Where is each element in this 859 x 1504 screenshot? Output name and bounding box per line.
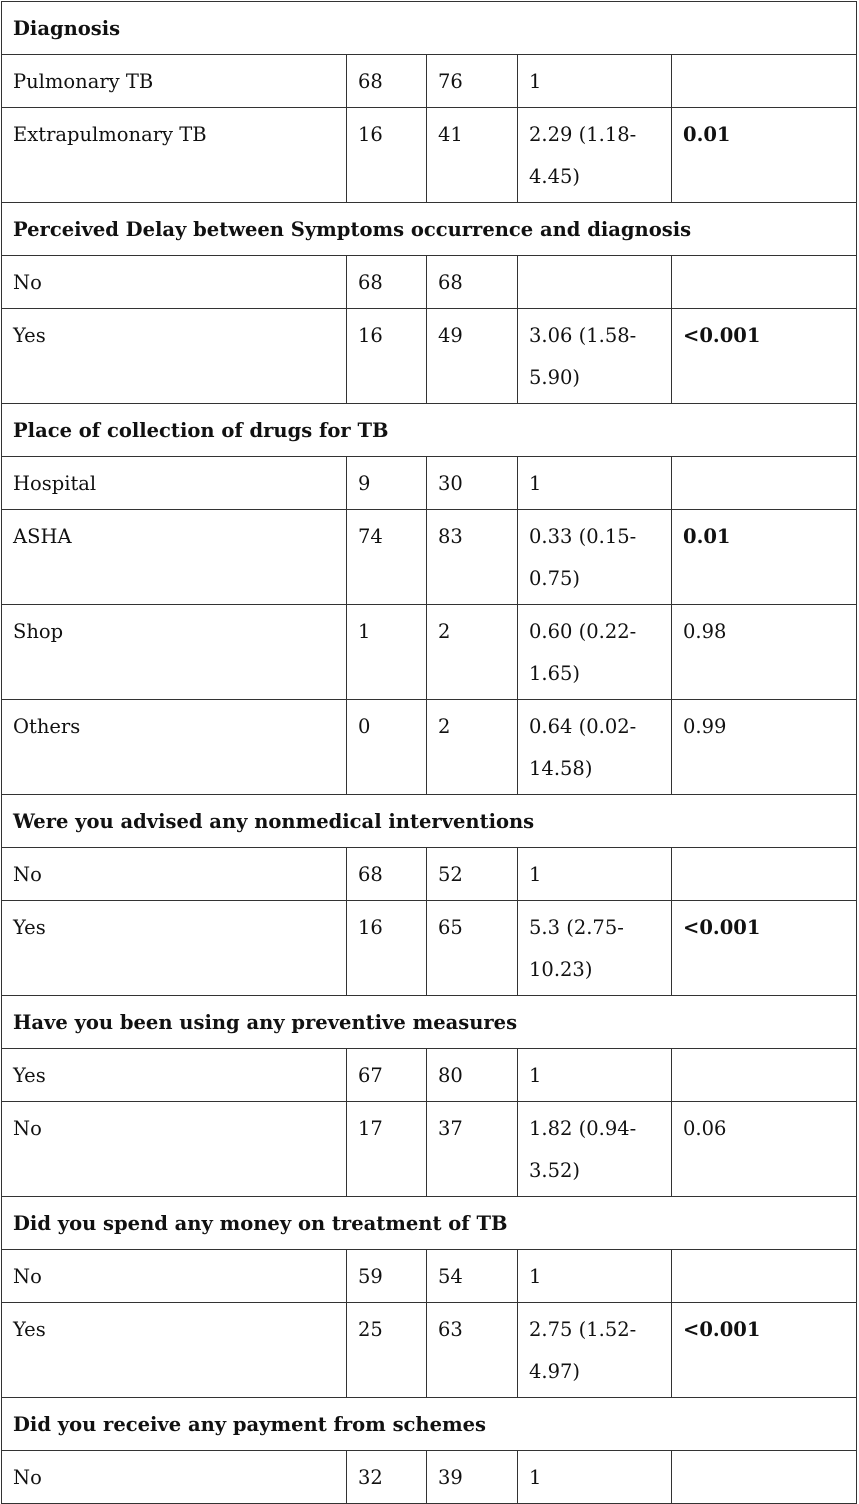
section-heading: Perceived Delay between Symptoms occurrence and diagnosis: [2, 203, 857, 256]
section-header-row: [2, 203, 857, 256]
row-label-cell: Others: [2, 700, 347, 795]
table-row: [2, 700, 857, 795]
table-row: [2, 510, 857, 605]
table-row: [2, 457, 857, 510]
odds-ratio-cell: 0.33 (0.15-0.75): [518, 510, 672, 605]
count-b-cell: 65: [427, 901, 518, 996]
row-label-cell: Yes: [2, 1303, 347, 1398]
p-value-cell: 0.01: [672, 108, 857, 203]
odds-ratio-cell: 1: [518, 1049, 672, 1102]
row-label-cell: Yes: [2, 1049, 347, 1102]
table-body: [2, 2, 857, 1504]
table-row: [2, 1049, 857, 1102]
odds-ratio-cell: 1.82 (0.94-3.52): [518, 1102, 672, 1197]
table-row: [2, 309, 857, 404]
count-a-cell: 9: [347, 457, 427, 510]
p-value-cell: <0.001: [672, 901, 857, 996]
section-header-row: [2, 2, 857, 55]
section-header-row: [2, 795, 857, 848]
odds-ratio-cell: [518, 256, 672, 309]
odds-ratio-cell: 1: [518, 1250, 672, 1303]
row-label-cell: Extrapulmonary TB: [2, 108, 347, 203]
odds-ratio-cell: 1: [518, 1451, 672, 1504]
count-b-cell: 68: [427, 256, 518, 309]
count-b-cell: 76: [427, 55, 518, 108]
section-header-row: [2, 1197, 857, 1250]
p-value-cell: 0.99: [672, 700, 857, 795]
odds-ratio-cell: 0.64 (0.02-14.58): [518, 700, 672, 795]
count-b-cell: 54: [427, 1250, 518, 1303]
count-b-cell: 30: [427, 457, 518, 510]
table-row: [2, 55, 857, 108]
row-label-cell: No: [2, 848, 347, 901]
odds-ratio-cell: 0.60 (0.22-1.65): [518, 605, 672, 700]
count-a-cell: 68: [347, 55, 427, 108]
row-label-cell: Hospital: [2, 457, 347, 510]
table-row: [2, 1250, 857, 1303]
section-heading: Place of collection of drugs for TB: [2, 404, 857, 457]
p-value-cell: 0.06: [672, 1102, 857, 1197]
p-value-cell: 0.01: [672, 510, 857, 605]
p-value-cell: [672, 55, 857, 108]
count-a-cell: 32: [347, 1451, 427, 1504]
p-value-cell: [672, 848, 857, 901]
row-label-cell: Yes: [2, 901, 347, 996]
section-heading: Were you advised any nonmedical interventions: [2, 795, 857, 848]
table-row: [2, 256, 857, 309]
count-b-cell: 41: [427, 108, 518, 203]
row-label-cell: No: [2, 1102, 347, 1197]
p-value-cell: [672, 256, 857, 309]
section-header-row: [2, 404, 857, 457]
count-a-cell: 74: [347, 510, 427, 605]
row-label-cell: No: [2, 1451, 347, 1504]
count-a-cell: 68: [347, 848, 427, 901]
table-row: [2, 108, 857, 203]
count-b-cell: 52: [427, 848, 518, 901]
odds-ratio-cell: 2.75 (1.52-4.97): [518, 1303, 672, 1398]
table-row: [2, 901, 857, 996]
table-row: [2, 605, 857, 700]
section-heading: Did you spend any money on treatment of TB: [2, 1197, 857, 1250]
table-row: [2, 1451, 857, 1504]
count-a-cell: 16: [347, 901, 427, 996]
row-label-cell: No: [2, 256, 347, 309]
count-a-cell: 68: [347, 256, 427, 309]
odds-ratio-cell: 1: [518, 848, 672, 901]
count-a-cell: 59: [347, 1250, 427, 1303]
odds-ratio-cell: 1: [518, 55, 672, 108]
count-a-cell: 16: [347, 309, 427, 404]
count-a-cell: 67: [347, 1049, 427, 1102]
count-b-cell: 39: [427, 1451, 518, 1504]
row-label-cell: Yes: [2, 309, 347, 404]
row-label-cell: Shop: [2, 605, 347, 700]
odds-ratio-cell: 3.06 (1.58-5.90): [518, 309, 672, 404]
count-b-cell: 63: [427, 1303, 518, 1398]
p-value-cell: [672, 1451, 857, 1504]
p-value-cell: [672, 457, 857, 510]
data-table: [1, 1, 857, 1504]
row-label-cell: ASHA: [2, 510, 347, 605]
section-header-row: [2, 1398, 857, 1451]
count-a-cell: 17: [347, 1102, 427, 1197]
table-row: [2, 1303, 857, 1398]
count-a-cell: 1: [347, 605, 427, 700]
count-b-cell: 83: [427, 510, 518, 605]
p-value-cell: <0.001: [672, 1303, 857, 1398]
odds-ratio-cell: 2.29 (1.18-4.45): [518, 108, 672, 203]
count-b-cell: 49: [427, 309, 518, 404]
row-label-cell: Pulmonary TB: [2, 55, 347, 108]
row-label-cell: No: [2, 1250, 347, 1303]
p-value-cell: 0.98: [672, 605, 857, 700]
count-a-cell: 16: [347, 108, 427, 203]
section-heading: Diagnosis: [2, 2, 857, 55]
section-heading: Have you been using any preventive measures: [2, 996, 857, 1049]
table-row: [2, 1102, 857, 1197]
p-value-cell: <0.001: [672, 309, 857, 404]
count-b-cell: 2: [427, 605, 518, 700]
count-a-cell: 25: [347, 1303, 427, 1398]
count-b-cell: 37: [427, 1102, 518, 1197]
p-value-cell: [672, 1049, 857, 1102]
count-a-cell: 0: [347, 700, 427, 795]
odds-ratio-cell: 1: [518, 457, 672, 510]
section-header-row: [2, 996, 857, 1049]
table-row: [2, 848, 857, 901]
section-heading: Did you receive any payment from schemes: [2, 1398, 857, 1451]
p-value-cell: [672, 1250, 857, 1303]
count-b-cell: 80: [427, 1049, 518, 1102]
odds-ratio-cell: 5.3 (2.75-10.23): [518, 901, 672, 996]
count-b-cell: 2: [427, 700, 518, 795]
